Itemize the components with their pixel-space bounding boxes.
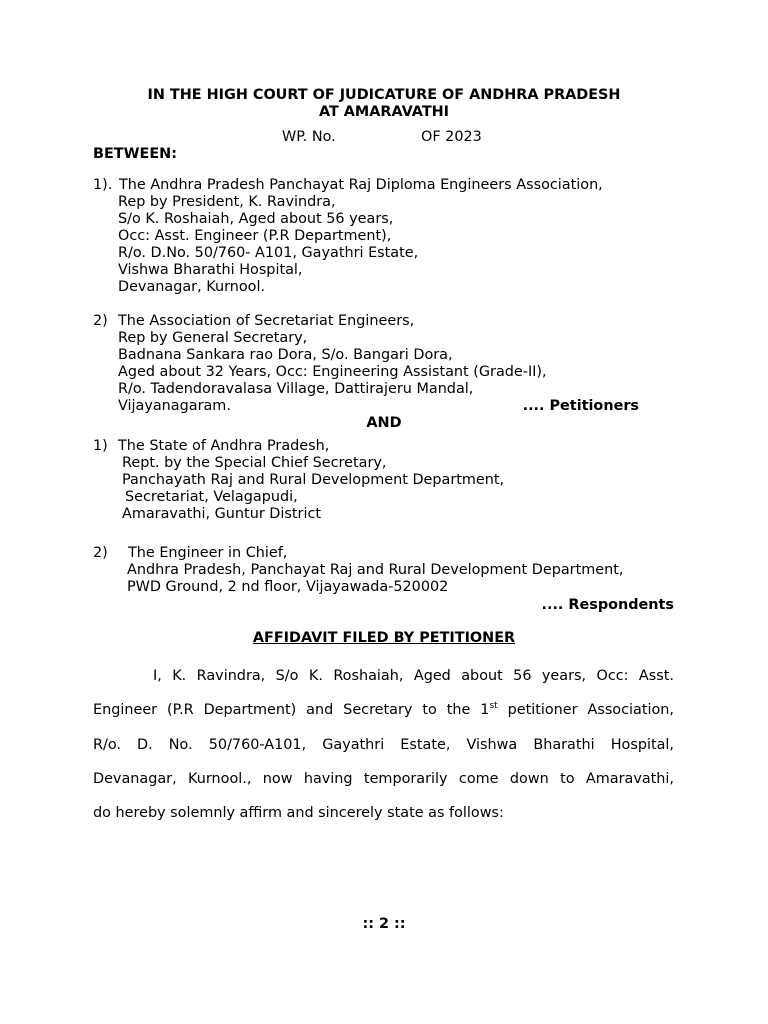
affidavit-body-line: R/o. D. No. 50/760-A101, Gayathri Estate, Vishwa Bharathi Hospital, xyxy=(93,737,674,753)
respondent-1-line: Secretariat, Velagapudi, xyxy=(125,489,298,505)
wp-number-label: WP. No. xyxy=(282,129,336,145)
petitioner-1-line: R/o. D.No. 50/760- A101, Gayathri Estate, xyxy=(118,245,419,261)
petitioner-2-line: R/o. Tadendoravalasa Village, Dattirajeru Mandal, xyxy=(118,381,474,397)
petitioner-1-line: Occ: Asst. Engineer (P.R Department), xyxy=(118,228,392,244)
petitioner-2-line: Aged about 32 Years, Occ: Engineering Assistant (Grade-II), xyxy=(118,364,547,380)
petitioner-1-line: S/o K. Roshaiah, Aged about 56 years, xyxy=(118,211,394,227)
affidavit-body-line: Devanagar, Kurnool., now having temporarily come down to Amaravathi, xyxy=(93,771,674,787)
affidavit-title: AFFIDAVIT FILED BY PETITIONER xyxy=(252,630,516,646)
respondent-1-line: Rept. by the Special Chief Secretary, xyxy=(122,455,387,471)
affidavit-body-line: I, K. Ravindra, S/o K. Roshaiah, Aged about 56 years, Occ: Asst. xyxy=(153,668,674,684)
affidavit-body-line: do hereby solemnly affirm and sincerely state as follows: xyxy=(93,805,504,821)
respondent-1-number: 1) xyxy=(93,438,108,454)
between-label: BETWEEN: xyxy=(93,146,177,162)
petitioner-2-line: Rep by General Secretary, xyxy=(118,330,308,346)
respondent-1-line: Amaravathi, Guntur District xyxy=(122,506,321,522)
respondent-2-number: 2) xyxy=(93,545,108,561)
affidavit-body-line xyxy=(93,702,674,719)
page-number: :: 2 :: xyxy=(362,916,406,932)
respondent-1-line: Panchayath Raj and Rural Development Department, xyxy=(122,472,505,488)
respondent-2-line: PWD Ground, 2 nd floor, Vijayawada-520002 xyxy=(127,579,449,595)
court-title-line1: IN THE HIGH COURT OF JUDICATURE OF ANDHRA PRADESH xyxy=(147,87,621,103)
petitioners-label: .... Petitioners xyxy=(522,398,639,414)
petitioner-2-number: 2) xyxy=(93,313,108,329)
respondent-1-line: The State of Andhra Pradesh, xyxy=(118,438,330,454)
affidavit-body-text: Engineer (P.R Department) and Secretary to the 1 xyxy=(93,702,490,718)
petitioner-1-line: Rep by President, K. Ravindra, xyxy=(118,194,336,210)
petitioner-1-line: The Andhra Pradesh Panchayat Raj Diploma Engineers Association, xyxy=(119,177,603,193)
ordinal-suffix: st xyxy=(489,701,498,711)
petitioner-1-number: 1). xyxy=(93,177,113,193)
respondent-2-line: The Engineer in Chief, xyxy=(128,545,288,561)
petitioner-1-line: Devanagar, Kurnool. xyxy=(118,279,266,295)
petitioner-2-line: The Association of Secretariat Engineers, xyxy=(118,313,415,329)
petitioner-1-line: Vishwa Bharathi Hospital, xyxy=(118,262,303,278)
and-separator: AND xyxy=(366,415,402,431)
wp-year: OF 2023 xyxy=(421,129,482,145)
respondent-2-line: Andhra Pradesh, Panchayat Raj and Rural Development Department, xyxy=(127,562,624,578)
respondents-label: .... Respondents xyxy=(541,597,674,613)
petitioner-2-line: Vijayanagaram. xyxy=(118,398,231,414)
petitioner-2-line: Badnana Sankara rao Dora, S/o. Bangari Dora, xyxy=(118,347,453,363)
affidavit-body-text: petitioner Association, xyxy=(497,702,674,718)
court-title-line2: AT AMARAVATHI xyxy=(318,104,450,120)
